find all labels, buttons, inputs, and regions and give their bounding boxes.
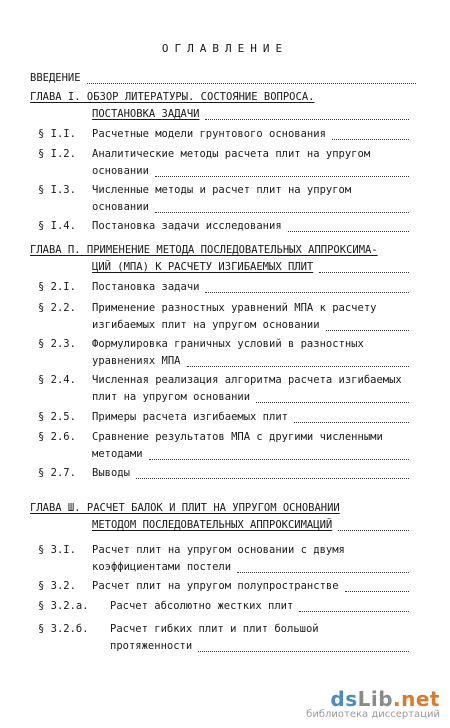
dot-leader	[319, 272, 409, 273]
dot-leader	[198, 651, 409, 652]
toc-entry-text: протяженности	[110, 640, 193, 652]
toc-entry-text: ГЛАВА Ш. РАСЧЕТ БАЛОК И ПЛИТ НА УПРУГОМ ОСНОВАНИИ	[30, 502, 340, 514]
toc-entry-text: ГЛАВА П. ПРИМЕНЕНИЕ МЕТОДА ПОСЛЕДОВАТЕЛЬНЫХ АППРОКСИМА-	[30, 244, 378, 256]
toc-entry-label: § I.3.	[38, 184, 76, 196]
toc-entry-text: Расчет абсолютно жестких плит	[110, 600, 294, 612]
toc-entry-text: ПОСТАНОВКА ЗАДАЧИ	[92, 108, 200, 120]
toc-entry-label: § 3.I.	[38, 544, 76, 556]
watermark-logo-tld: .net	[393, 687, 440, 711]
dot-leader	[205, 119, 409, 120]
watermark-logo-lib: Lib	[357, 687, 394, 711]
toc-entry-label: § 2.3.	[38, 338, 76, 350]
toc-entry-text: основании	[92, 165, 149, 177]
toc-entry-label: § 2.4.	[38, 374, 76, 386]
toc-entry-label: § I.2.	[38, 148, 76, 160]
toc-entry-text: Формулировка граничных условий в разностных	[92, 338, 364, 350]
dot-leader	[205, 292, 409, 293]
dot-leader	[345, 591, 410, 592]
dot-leader	[332, 139, 409, 140]
watermark[interactable]	[306, 687, 440, 720]
toc-entry-text: коэффициентами постели	[92, 561, 232, 573]
toc-entry-text: Постановка задачи исследования	[92, 220, 282, 232]
toc-entry-text: уравнениях МПА	[92, 355, 181, 367]
toc-entry-text: Численная реализация алгоритма расчета изгибаемых	[92, 374, 402, 386]
toc-entry-label: § 3.2.	[38, 580, 76, 592]
dot-leader	[136, 478, 409, 479]
toc-entry-text: Применение разностных уравнений МПА к расчету	[92, 302, 377, 314]
toc-entry-text: МЕТОДОМ ПОСЛЕДОВАТЕЛЬНЫХ АППРОКСИМАЦИЙ	[92, 519, 333, 531]
toc-entry-text: Расчетные модели грунтового основания	[92, 128, 326, 140]
dot-leader	[338, 530, 409, 531]
dot-leader	[149, 459, 410, 460]
toc-entry-text: Расчет плит на упругом основании с двумя	[92, 544, 345, 556]
dot-leader	[155, 212, 409, 213]
toc-entry-text: ВВЕДЕНИЕ	[30, 72, 81, 84]
toc-entry-label: § 2.7.	[38, 467, 76, 479]
toc-entry-label: § I.4.	[38, 220, 76, 232]
dot-leader	[237, 572, 409, 573]
dot-leader	[326, 330, 410, 331]
dot-leader	[288, 231, 410, 232]
toc-entry-text: Аналитические методы расчета плит на упругом	[92, 148, 371, 160]
watermark-logo[interactable]	[306, 687, 440, 711]
toc-entry-text: плит на упругом основании	[92, 391, 251, 403]
dot-leader	[256, 402, 409, 403]
toc-entry-text: Расчет гибких плит и плит большой	[110, 623, 319, 635]
toc-entry-text: ЦИЙ (МПА) К РАСЧЕТУ ИЗГИБАЕМЫХ ПЛИТ	[92, 261, 314, 273]
toc-entry-label: § 2.5.	[38, 411, 76, 423]
watermark-logo-ds: ds	[330, 687, 358, 711]
toc-entry-label: § 2.6.	[38, 431, 76, 443]
toc-entry-label: § 2.2.	[38, 302, 76, 314]
dot-leader	[299, 611, 409, 612]
dot-leader	[87, 83, 416, 84]
dot-leader	[187, 366, 410, 367]
toc-entry-text: Выводы	[92, 467, 130, 479]
toc-entry-text: изгибаемых плит на упругом основании	[92, 319, 320, 331]
toc-entry-text: методами	[92, 448, 143, 460]
watermark-subtitle: библиотека диссертаций	[306, 709, 440, 720]
toc-entry-text: Примеры расчета изгибаемых плит	[92, 411, 288, 423]
toc-entry-label: § I.I.	[38, 128, 76, 140]
toc-entry-text: Численные методы и расчет плит на упругом	[92, 184, 352, 196]
toc-entry-text: ГЛАВА I. ОБЗОР ЛИТЕРАТУРЫ. СОСТОЯНИЕ ВОПРОСА.	[30, 91, 315, 103]
toc-entry-label: § 2.I.	[38, 281, 76, 293]
dot-leader	[294, 422, 409, 423]
page-title: ОГЛАВЛЕНИЕ	[161, 42, 289, 55]
toc-entry-text: Постановка задачи	[92, 281, 200, 293]
toc-entry-label: § 3.2.б.	[38, 623, 89, 635]
dot-leader	[155, 176, 409, 177]
toc-entry-text: основании	[92, 201, 149, 213]
toc-entry-text: Сравнение результатов МПА с другими численными	[92, 431, 383, 443]
toc-entry-text: Расчет плит на упругом полупространстве	[92, 580, 339, 592]
toc-entry-label: § 3.2.а.	[38, 600, 89, 612]
